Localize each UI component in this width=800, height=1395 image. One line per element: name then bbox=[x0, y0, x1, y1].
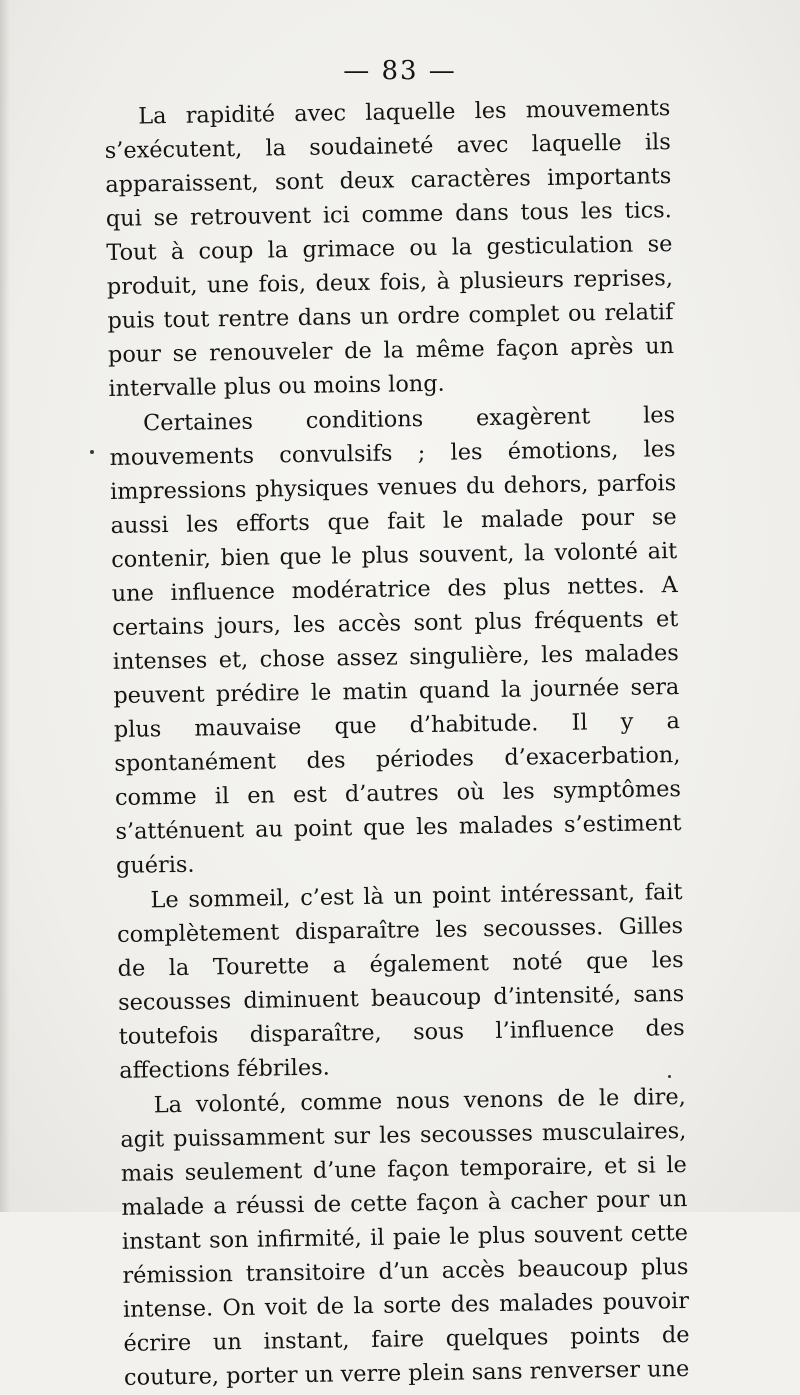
print-speck bbox=[668, 1075, 671, 1078]
paragraph-2: Certaines conditions exagèrent les mouvements convulsifs ; les émotions, les impressions physiques venues du dehors, parfois aussi les efforts que fait le malade pour se contenir, bien que le plus souvent, la volonté ait une influence modératrice des plus nettes. A certains jours, les accès sont plus fréquents et intenses et, chose assez singulière, les malades peuvent prédire le matin quand la journée sera plus mauvaise que d’habitude. Il y a spontanément des périodes d’exacerbation, comme il en est d’autres où les symptômes s’atténuent au point que les malades s’estiment guéris. bbox=[109, 402, 682, 879]
page-edge-shadow bbox=[0, 0, 10, 1212]
print-speck bbox=[90, 450, 94, 454]
paragraph-1: La rapidité avec laquelle les mouvements s’exécutent, la soudaineté avec laquelle ils apparaissent, sont deux caractères importants qui se retrouvent ici comme dans tous les tics. Tout à coup la grimace ou la gesticulation se produit, une fois, deux fois, à plusieurs reprises, puis tout rentre dans un ordre complet ou relatif pour se renouveler de la même façon après un intervalle plus ou moins long. bbox=[104, 95, 675, 402]
paragraph-3: Le sommeil, c’est là un point intéressant, fait complètement disparaître les secousses. Gilles de la Tourette a également noté que les secousses diminuent beaucoup d’intensité, sans toutefois disparaître, sous l’influence des affections fébriles. bbox=[116, 879, 685, 1084]
body-text bbox=[104, 91, 690, 1395]
page-number-header: — 83 — bbox=[343, 56, 457, 86]
paragraph-4: La volonté, comme nous venons de le dire, agit puissamment sur les secousses musculaires, mais seulement d’une façon temporaire, et si le malade a réussi de cette façon à cacher pour un instant son infirmité, il paie le plus souvent cette rémission transitoire d’un accès beaucoup plus intense. On voit de la sorte des malades pouvoir écrire un instant, faire quelques points de couture, porter un verre plein sans renverser une bbox=[120, 1083, 690, 1391]
